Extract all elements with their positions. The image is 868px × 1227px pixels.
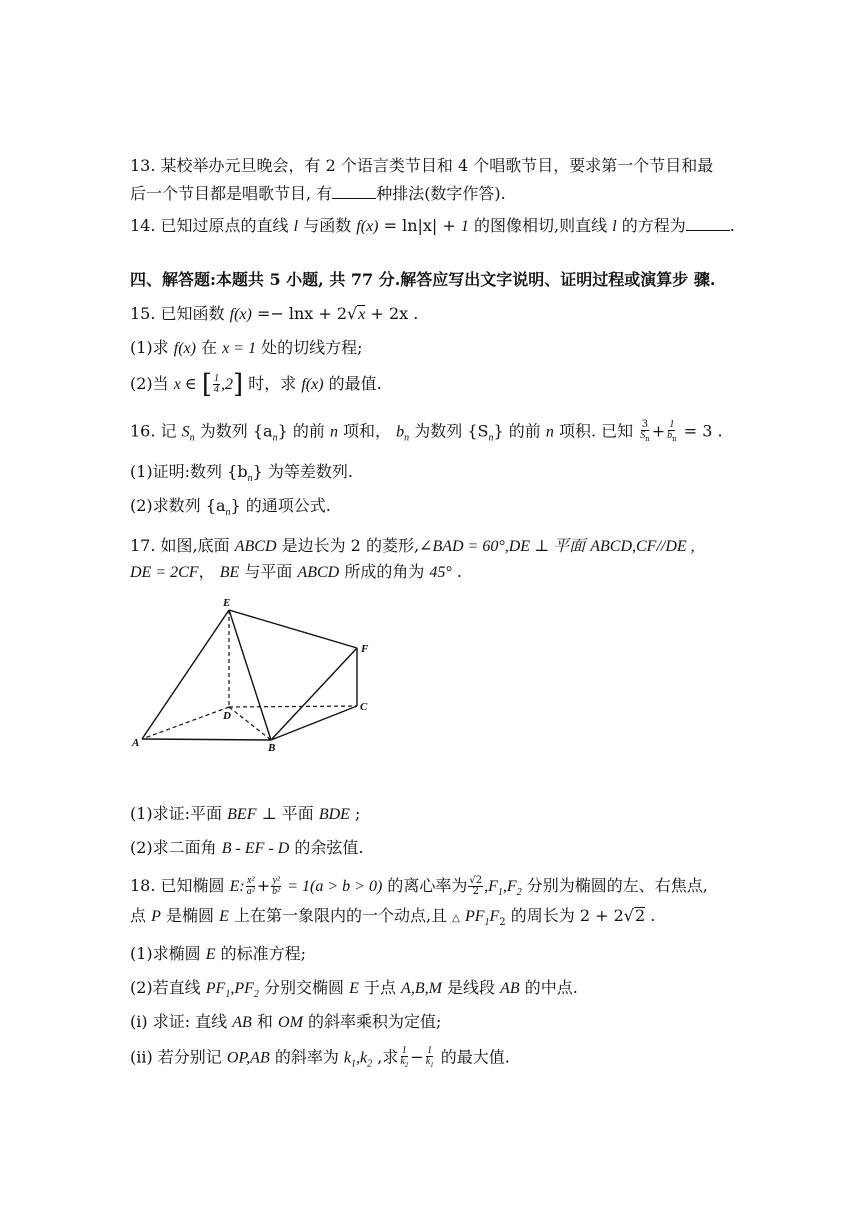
q15-p2-fx: f(x) <box>301 376 324 393</box>
q18-sub-i <box>130 1012 441 1033</box>
q16-stem: 16. 记 $S_n$ 为数列 $\{a_n\}$ 的前 n 项和， $b_n$ 为数列 $\{S_n\}$ 的前 n 项积. 已知 $\frac{3}{S_n}$ + $\frac{1}{b_n}$ = 3 . <box>130 419 723 444</box>
q17-bde: BDE <box>318 806 350 823</box>
q18-F1: ,F <box>484 878 498 895</box>
q18-P: P <box>151 908 161 925</box>
q17-line1 <box>130 536 695 557</box>
q17-part1 <box>130 804 360 825</box>
q18-ecc-num: √2 <box>469 875 483 886</box>
q14-one: 1 <box>460 218 469 235</box>
q18-text-d: 分别为椭圆的左、右焦点, <box>526 876 708 895</box>
q15-p2-c: 的最值. <box>328 374 382 393</box>
sqrt-icon: √ <box>623 906 634 925</box>
q15-p2-a: (2)当 <box>130 374 169 393</box>
q18-PF: PF <box>464 908 485 925</box>
q15-eq1: =− lnx + 2 <box>256 304 348 323</box>
q17-text-d: ABCD,CF//DE , <box>590 538 695 555</box>
q18-i-c: 的斜率乘积为定值; <box>308 1012 442 1031</box>
label-E: E <box>223 597 231 609</box>
q18-p2-e: 是线段 <box>447 978 496 997</box>
q15-p2-two: ,2 <box>220 376 233 393</box>
q14-line-l2: l <box>612 218 617 235</box>
section-4-heading: 四、解答题:本题共 5 小题, 共 77 分.解答应写出文字说明、证明过程或演算步 骤. <box>130 270 716 289</box>
edge-FB <box>271 648 357 740</box>
q18-ABM: A,B,M <box>401 980 442 997</box>
q18-perimeter-radicand: 2 <box>635 906 646 925</box>
q15-frac-den: 4 <box>213 384 219 395</box>
q18-E: E: <box>229 878 245 895</box>
q18-cond: = 1(a > b > 0) <box>287 878 383 895</box>
q16-bn: b <box>396 423 405 441</box>
q18-p2-c: 于点 <box>363 978 396 997</box>
q17-abcd: ABCD <box>234 538 277 555</box>
q18-y2: y² <box>272 875 280 886</box>
q14-end: . <box>729 216 735 235</box>
q16-text-b: 为数列 <box>199 421 248 441</box>
q17-p2-b: 的余弦值. <box>294 838 364 857</box>
label-F: F <box>361 643 369 655</box>
q16-part1: (1)证明:数列 $\{b_n\}$ 为等差数列. <box>130 462 353 485</box>
q16-frac2-den: b <box>667 430 673 441</box>
q15-fx: f(x) <box>229 306 252 323</box>
label-C: C <box>360 701 368 713</box>
q16-p2-c: } 的通项公式. <box>230 496 331 515</box>
q15-part2: (2)当 x ∈ [ $\frac{1}{4}$ ,2] 时，求 f(x) 的最值. <box>130 369 382 400</box>
q18-l2-a: 点 <box>130 906 147 925</box>
q18-OM: OM <box>278 1014 303 1031</box>
edge-EF <box>229 610 357 648</box>
q18-OPAB: OP,AB <box>226 1049 270 1067</box>
q15-p1-x: x = 1 <box>222 340 257 357</box>
q17-text-d2: 所成的角为 <box>344 562 425 581</box>
q14-line <box>130 216 735 237</box>
q18-p1-b: 的标准方程; <box>220 944 307 963</box>
q18-ii-c: ,求 <box>377 1047 399 1067</box>
q18-part1: (1)求椭圆 E 的标准方程; <box>130 944 307 963</box>
q15-frac-num: 1 <box>213 373 219 384</box>
sqrt-icon: √ <box>347 304 358 323</box>
q16-an: {a <box>252 421 273 441</box>
q18-line2: 点 P 是椭圆 E 上在第一象限内的一个动点,且 △ $PF_1F_2$ 的周长为 2 + 2√2 . <box>130 906 656 929</box>
q17-be: BE <box>219 564 240 581</box>
q13-text-a: 后一个节目都是唱歌节目, 有 <box>130 184 333 203</box>
q18-line1: 18. 已知椭圆 E: $\frac{\text{x²}}{\text{a²}}$ + $\frac{\text{y²}}{\text{b²}}$ = 1(a > b > 0) 的离心率为 $\frac{√2}{2}$ $,F_1,F_2$ 分别为椭圆的左、右焦点, <box>130 875 708 899</box>
q17-text-c2: 与平面 <box>244 562 293 581</box>
q15-eq2: + 2x . <box>370 304 419 323</box>
q16-p1-c: } 为等差数列. <box>252 462 353 481</box>
q18-l2-c: 上在第一象限内的一个动点,且 <box>233 906 448 925</box>
q18-i-AB: AB <box>232 1014 252 1031</box>
q16-p1-a: (1)证明:数列 <box>130 462 223 481</box>
q18-i-a: (i) 求证: 直线 <box>130 1012 228 1031</box>
q16-text-e: 为数列 <box>414 421 463 441</box>
edge-EB <box>229 610 271 740</box>
q16-frac1-den: S <box>640 430 646 441</box>
q18-k1: k <box>343 1049 352 1067</box>
q14-eq: = ln|x| + <box>383 216 456 235</box>
q16-text-d: 项和， <box>343 421 392 441</box>
q16-text-f: } 的前 <box>493 421 541 441</box>
q14-text-a: 14. 已知过原点的直线 <box>130 216 289 235</box>
label-D: D <box>223 710 231 722</box>
label-A: A <box>132 737 140 749</box>
label-B: B <box>268 742 276 752</box>
q15-part1 <box>130 338 363 359</box>
q18-ecc-den: 2 <box>472 886 479 897</box>
q14-line-l: l <box>293 218 299 235</box>
q16-text-g: 项积. 已知 <box>558 421 634 441</box>
q15-p2-x: x ∈ <box>173 376 197 393</box>
q16-Sn-set: {S <box>467 421 489 441</box>
q16-Sn: S <box>181 423 190 441</box>
q17-perp: ⊥ 平面 <box>261 804 314 823</box>
q15-stem <box>130 304 418 325</box>
q17-angle: ∠BAD = 60° <box>419 538 505 555</box>
q16-n2: n <box>545 423 554 441</box>
q17-period: . <box>456 562 463 581</box>
q18-a2: a² <box>246 886 255 897</box>
q17-text-c: ,DE ⊥ 平面 <box>504 538 586 555</box>
q13-text-b: 种排法(数字作答). <box>376 184 506 203</box>
q18-p2-a: (2)若直线 <box>130 978 201 997</box>
q18-part2: (2)若直线 $PF_1,PF_2$ 分别交椭圆 E 于点 A,B,M 是线段 AB 的中点. <box>130 978 578 1001</box>
q15-p1-b: 在 <box>201 338 218 357</box>
q16-part2: (2)求数列 $\{a_n\}$ 的通项公式. <box>130 496 331 519</box>
q18-ii-d: 的最大值. <box>440 1047 510 1067</box>
q16-text-a: 16. 记 <box>130 421 177 441</box>
q14-text-b: 与函数 <box>303 216 352 235</box>
q18-sub-ii: (ii) 若分别记 OP,AB 的斜率为 $k_1,k_2$ ,求 $\frac{1}{k_2}$ − $\frac{1}{k_1}$ 的最大值. <box>130 1045 510 1070</box>
edge-DC <box>229 706 357 707</box>
q18-text-a: 18. 已知椭圆 <box>130 876 225 895</box>
edge-DB <box>229 707 271 740</box>
q18-ii-a: (ii) 若分别记 <box>130 1047 222 1067</box>
q18-ii-b: 的斜率为 <box>274 1047 339 1067</box>
q18-p1-a: (1)求椭圆 <box>130 944 201 963</box>
q17-p1-a: (1)求证:平面 <box>130 804 223 823</box>
q18-p2-b: 分别交椭圆 <box>263 978 344 997</box>
q14-fx: f(x) <box>356 218 379 235</box>
edge-EA <box>142 610 229 739</box>
q16-text-h: = 3 . <box>683 421 723 441</box>
q15-p2-b: 时，求 <box>248 374 297 393</box>
q17-de2cf: DE = 2CF <box>130 564 199 581</box>
q17-p1-b: ; <box>355 804 361 823</box>
geometry-figure <box>128 592 378 752</box>
q18-x2: x² <box>247 875 255 886</box>
q18-b2: b² <box>272 886 281 897</box>
q17-p2-a: (2)求二面角 <box>130 838 217 857</box>
q16-frac1-num: 3 <box>641 419 649 430</box>
q15-p1-a: (1)求 <box>130 338 169 357</box>
q16-frac2-num: 1 <box>669 419 675 430</box>
q16-n: n <box>329 423 338 441</box>
q17-text-a: 17. 如图,底面 <box>130 536 230 555</box>
q16-p1-b: {b <box>227 462 248 481</box>
answer-blank-13[interactable] <box>332 184 376 199</box>
answer-blank-14[interactable] <box>686 216 730 231</box>
q18-text-b: 的离心率为 <box>387 876 468 895</box>
q18-p2-f: 的中点. <box>524 978 578 997</box>
edge-CB <box>271 706 357 740</box>
edge-DA <box>142 707 229 739</box>
q15-p1-fx: f(x) <box>173 340 196 357</box>
q15-sqrt-x: x <box>358 306 366 323</box>
q17-part2 <box>130 838 363 859</box>
q17-bef: BEF <box>227 806 257 823</box>
q17-dihedral: B - EF - D <box>221 840 290 857</box>
q16-text-c: } 的前 <box>277 421 325 441</box>
q17-abcd2: ABCD <box>297 564 340 581</box>
q14-text-d: 的方程为 <box>621 216 686 235</box>
q17-45: 45° <box>429 564 452 581</box>
q14-text-c: 的图像相切,则直线 <box>474 216 608 235</box>
q18-l2-d: 的周长为 <box>510 906 575 925</box>
q18-l2-b: 是椭圆 <box>165 906 214 925</box>
q17-line2 <box>130 562 462 583</box>
q17-text-b: 是边长为 2 的菱形, <box>281 536 420 555</box>
q18-AB: AB <box>500 980 520 997</box>
q13-line1: 13. 某校举办元旦晚会，有 2 个语言类节目和 4 个唱歌节目，要求第一个节目和最 <box>130 156 714 175</box>
q16-p2-b: {a <box>205 496 226 515</box>
q13-line2 <box>130 184 506 204</box>
q16-p2-a: (2)求数列 <box>130 496 201 515</box>
q17-comma: ， <box>198 562 215 581</box>
q18-i-b: 和 <box>256 1012 273 1031</box>
edge-AB <box>142 739 271 740</box>
q15-p1-c: 处的切线方程; <box>261 338 363 357</box>
triangle-icon: △ <box>452 913 460 924</box>
q18-perimeter: 2 + 2 <box>579 906 624 925</box>
q15-text-a: 15. 已知函数 <box>130 304 225 323</box>
